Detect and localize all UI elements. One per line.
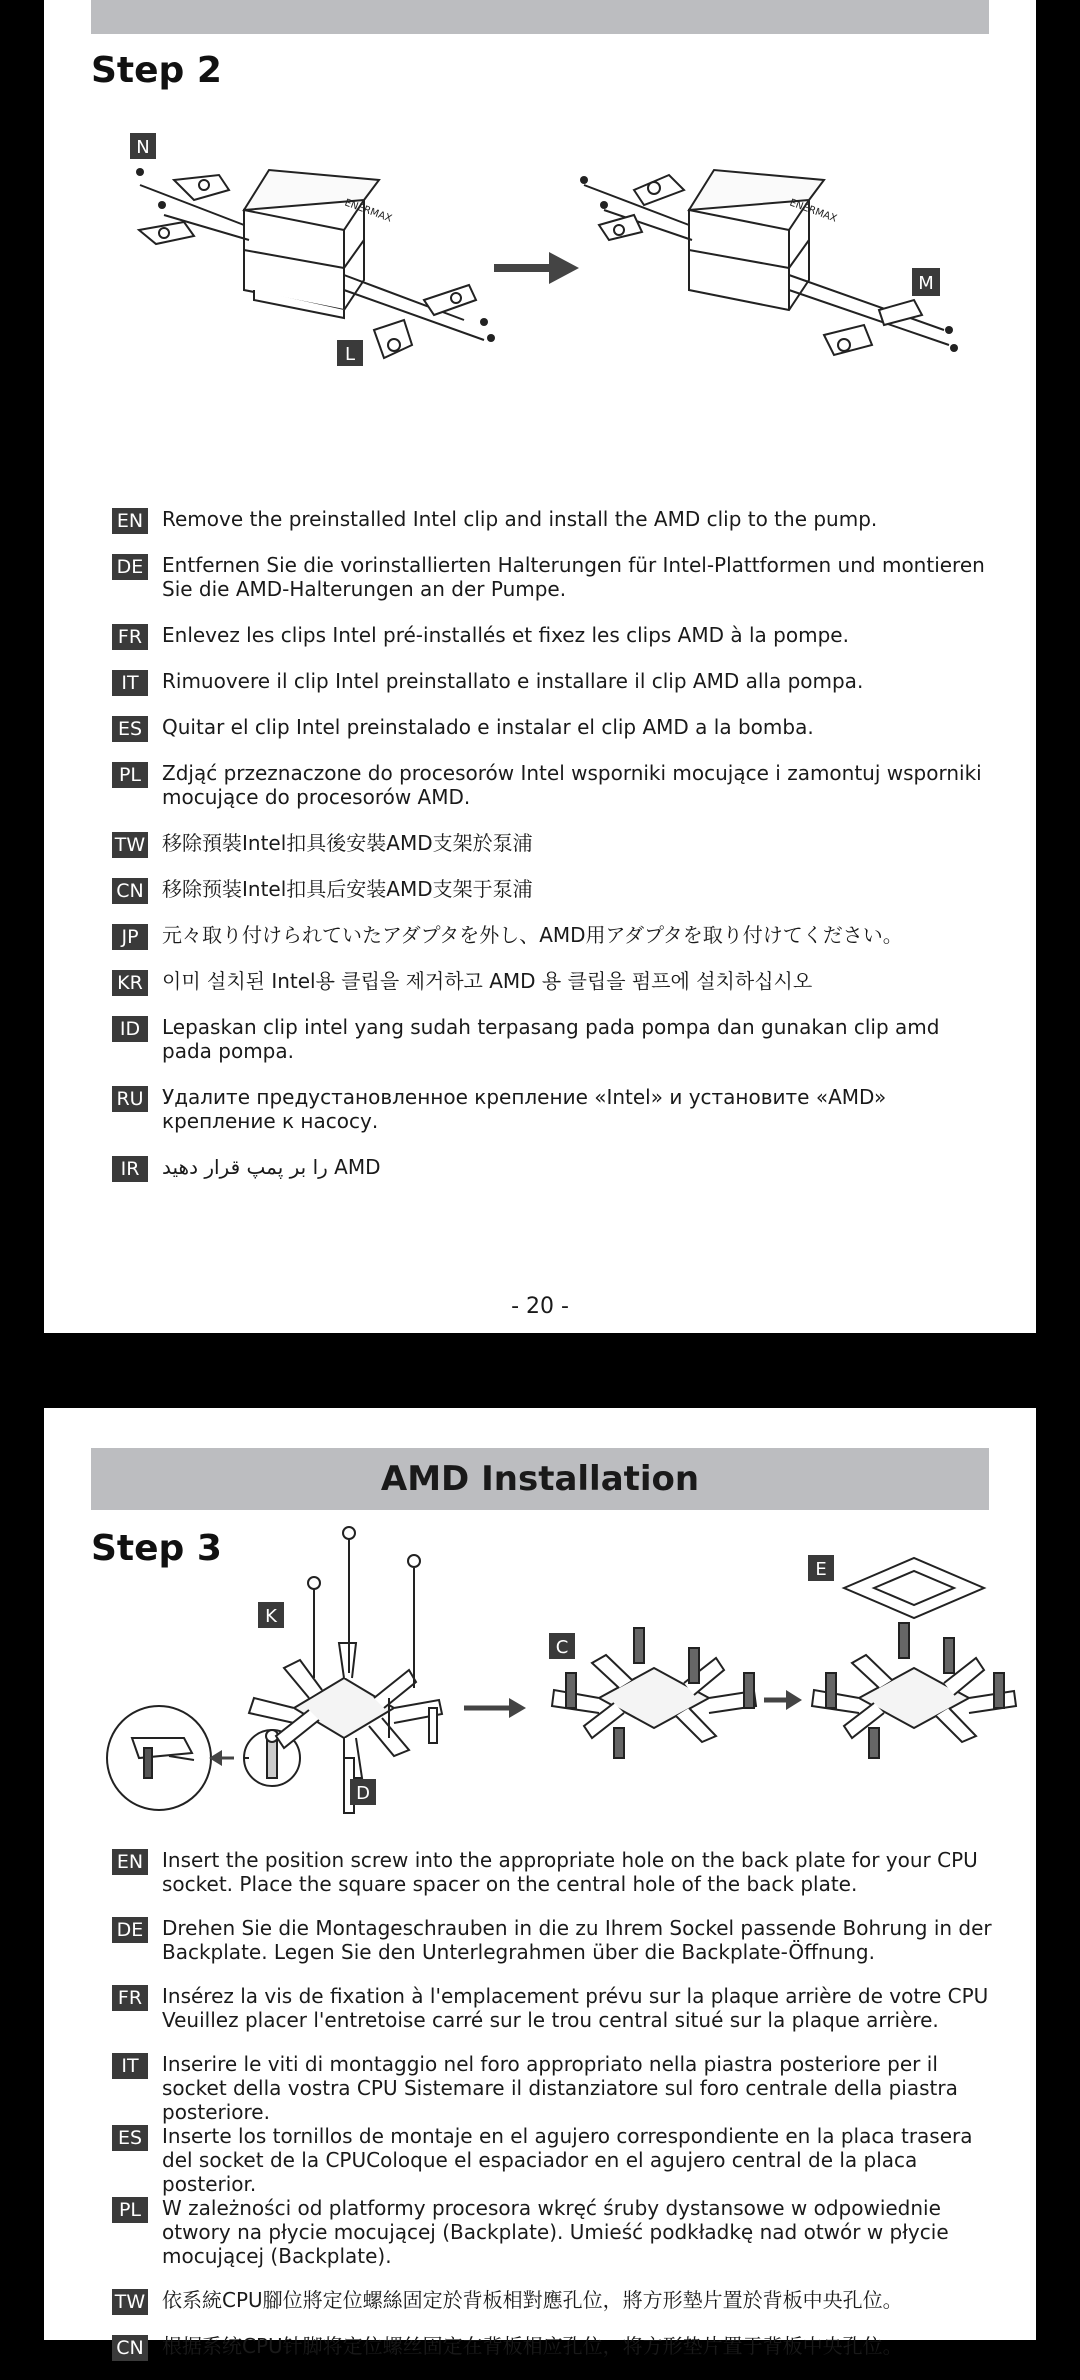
label-k <box>258 1602 284 1628</box>
instruction-text: 移除预装Intel扣具后安装AMD支架于泵浦 <box>162 877 533 901</box>
svg-text:D: D <box>356 1783 370 1804</box>
instruction-text: 依系統CPU腳位將定位螺絲固定於背板相對應孔位，將方形墊片置於背板中央孔位。 <box>162 2288 903 2312</box>
language-tag: ES <box>112 716 148 742</box>
svg-text:K: K <box>265 1606 277 1627</box>
language-tag: EN <box>112 508 148 534</box>
step-title: Step 2 <box>91 50 222 91</box>
backplate-with-spacer-illustration <box>812 1558 1016 1758</box>
instruction-row-de <box>112 553 992 623</box>
instruction-text: Drehen Sie die Montageschrauben in die zu Ihrem Sockel passende Bohrung in der Backplate. Legen Sie den Unterlegrahmen über die Backplate-Öffnung. <box>162 1916 992 1964</box>
instruction-row-id <box>112 1015 992 1085</box>
instruction-text: Lepaskan clip intel yang sudah terpasang pada pompa dan gunakan clip amd pada pompa. <box>162 1015 940 1063</box>
instruction-row-es <box>112 715 992 761</box>
language-tag: PL <box>112 2197 148 2223</box>
label-c <box>549 1633 575 1659</box>
label-l <box>337 340 363 366</box>
svg-text:N: N <box>136 137 150 158</box>
instruction-row-ru <box>112 1085 992 1155</box>
instruction-row-ir <box>112 1155 992 1201</box>
instruction-row-tw <box>112 2288 992 2334</box>
language-tag: JP <box>112 924 148 950</box>
language-tag: FR <box>112 1985 148 2011</box>
instruction-row-cn <box>112 2334 992 2380</box>
language-tag: KR <box>112 970 148 996</box>
instruction-text: Zdjąć przeznaczone do procesorów Intel wsporniki mocujące i zamontuj wsporniki mocujące do procesorów AMD. <box>162 761 982 809</box>
pump-before-illustration <box>139 170 484 358</box>
step-title: Step 3 <box>91 1528 222 1569</box>
language-tag: IT <box>112 670 148 696</box>
instruction-row-pl <box>112 2196 992 2288</box>
instruction-row-fr <box>112 1984 992 2052</box>
instruction-text: 元々取り付けられていたアダプタを外し、AMD用アダプタを取り付けてください。 <box>162 923 903 947</box>
language-tag: FR <box>112 624 148 650</box>
manual-page-21 <box>44 1408 1036 2359</box>
instruction-row-de <box>112 1916 992 1984</box>
instruction-row-es <box>112 2124 992 2196</box>
instruction-text: Enlevez les clips Intel pré-installés et fixez les clips AMD à la pompe. <box>162 623 849 647</box>
svg-text:ENERMAX: ENERMAX <box>787 197 839 225</box>
instruction-text: Inserte los tornillos de montaje en el agujero correspondiente en la placa trasera del socket de la CPUColoque el espaciador en el agujero central de la placa posterior. <box>162 2124 973 2196</box>
instruction-text: 根据系统CPU针脚将定位螺丝固定在背板相应孔位，将方形垫片置于背板中央孔位。 <box>162 2334 903 2358</box>
instruction-row-en <box>112 507 992 553</box>
label-m <box>912 268 940 296</box>
instruction-row-kr <box>112 969 992 1015</box>
instruction-row-jp <box>112 923 992 969</box>
pump-after-illustration <box>584 170 949 355</box>
language-tag: DE <box>112 1917 148 1943</box>
detail-magnifier-illustration <box>107 1706 300 1810</box>
instruction-text: Rimuovere il clip Intel preinstallato e installare il clip AMD alla pompa. <box>162 669 864 693</box>
instruction-text: Удалите предустановленное крепление «Intel» и установите «AMD» крепление к насосу. <box>162 1085 887 1133</box>
instruction-text: Insérez la vis de fixation à l'emplacement prévu sur la plaque arrière de votre CPU Veuillez placer l'entretoise carré sur le trou central situé sur la plaque arrière. <box>162 1984 989 2032</box>
language-tag: ID <box>112 1016 148 1042</box>
language-tag: TW <box>112 832 148 858</box>
manual-page-20 <box>44 0 1036 1333</box>
page-number: - 20 - <box>511 1294 569 1319</box>
instruction-row-fr <box>112 623 992 669</box>
language-tag: DE <box>112 554 148 580</box>
label-e <box>808 1555 834 1581</box>
svg-text:L: L <box>344 344 356 365</box>
language-tag: TW <box>112 2289 148 2315</box>
instruction-row-it <box>112 669 992 715</box>
section-title: AMD Installation <box>380 1459 700 1499</box>
backplate-assembled-illustration <box>552 1628 756 1758</box>
language-tag: CN <box>112 2335 148 2361</box>
instruction-text: 이미 설치된 Intel용 클립을 제거하고 AMD 용 클립을 펌프에 설치하십시오 <box>162 969 813 993</box>
step3-illustration <box>44 1408 1036 1848</box>
language-tag: RU <box>112 1086 148 1112</box>
instruction-text: Quitar el clip Intel preinstalado e instalar el clip AMD a la bomba. <box>162 715 814 739</box>
svg-text:ENERMAX: ENERMAX <box>342 197 394 225</box>
language-tag: IT <box>112 2053 148 2079</box>
instruction-text: AMD را بر پمپ قرار دهید <box>162 1155 381 1179</box>
language-tag: CN <box>112 878 148 904</box>
instruction-row-en <box>112 1848 992 1916</box>
svg-text:E: E <box>815 1559 827 1580</box>
svg-text:C: C <box>555 1637 569 1658</box>
language-tag: PL <box>112 762 148 788</box>
instruction-text: Entfernen Sie die vorinstallierten Halterungen für Intel-Plattformen und montieren Sie die AMD-Halterungen an der Pumpe. <box>162 553 985 601</box>
instruction-text: Inserire le viti di montaggio nel foro appropriato nella piastra posteriore per il socket della vostra CPU Sistemare il distanziatore sul foro centrale della piastra posteriore. <box>162 2052 958 2124</box>
instruction-row-cn <box>112 877 992 923</box>
language-tag: IR <box>112 1156 148 1182</box>
language-tag: ES <box>112 2125 148 2151</box>
instruction-text: Insert the position screw into the appropriate hole on the back plate for your CPU socket. Place the square spacer on the central hole of the back plate. <box>162 1848 978 1896</box>
instruction-row-tw <box>112 831 992 877</box>
step2-illustration <box>44 0 1036 440</box>
label-n <box>130 133 156 159</box>
instruction-text: Remove the preinstalled Intel clip and install the AMD clip to the pump. <box>162 507 878 531</box>
instruction-list <box>112 507 992 1201</box>
svg-text:M: M <box>918 273 934 294</box>
instruction-row-pl <box>112 761 992 831</box>
instruction-text: 移除預裝Intel扣具後安裝AMD支架於泵浦 <box>162 831 533 855</box>
label-d <box>350 1779 376 1805</box>
instruction-text: W zależności od platformy procesora wkręć śruby dystansowe w odpowiednie otwory na płycie mocującej (Backplate). Umieść podkładkę nad otwór w płycie mocującej (Backplate). <box>162 2196 949 2268</box>
instruction-row-it <box>112 2052 992 2124</box>
instruction-list <box>112 1848 992 2380</box>
language-tag: EN <box>112 1849 148 1875</box>
